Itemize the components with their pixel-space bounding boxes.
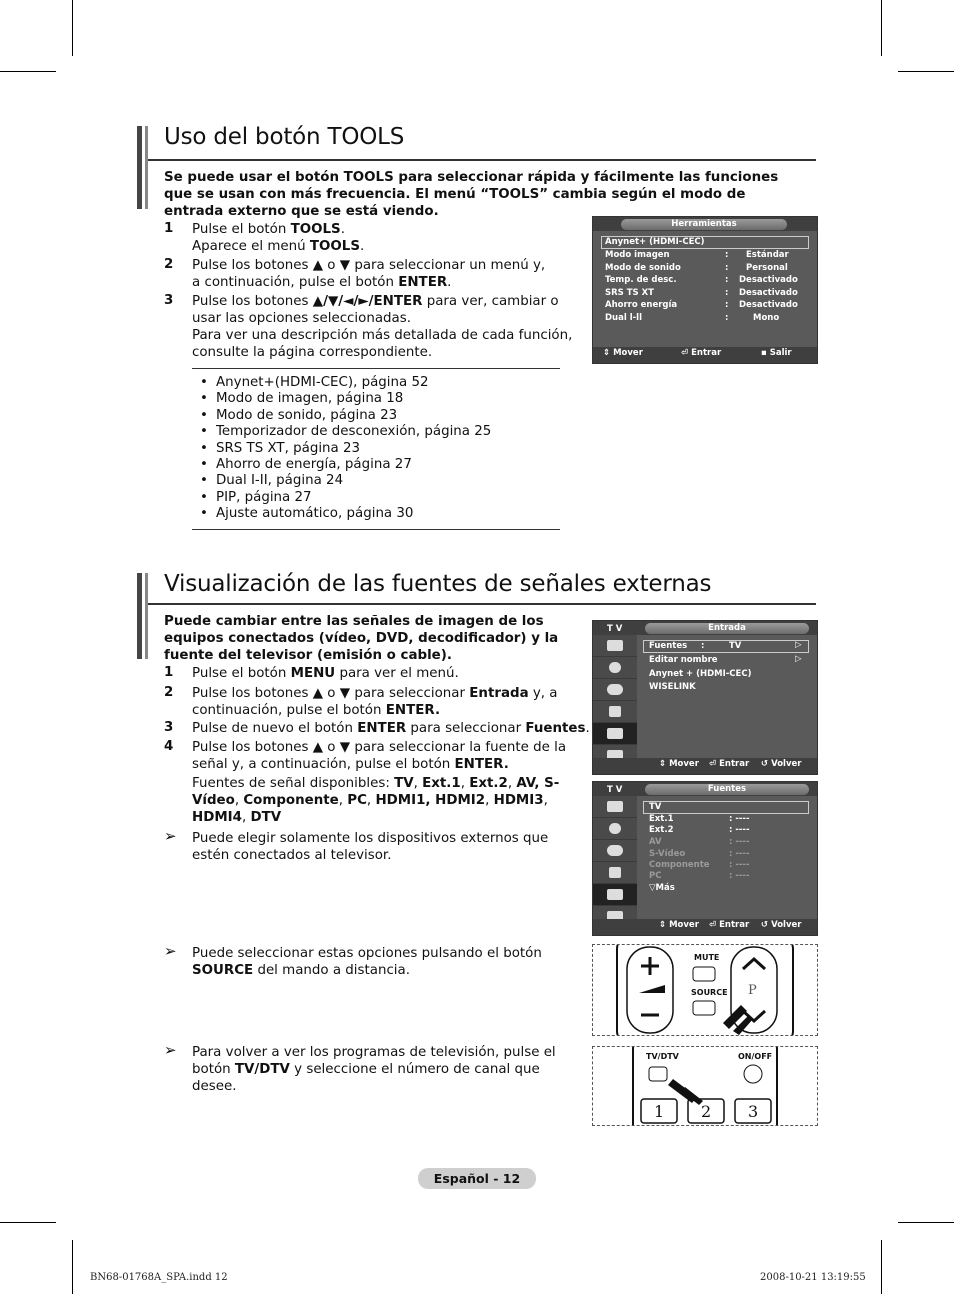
step-text: Pulse el botón TOOLS. Aparece el menú TOOLS.: [192, 222, 365, 254]
exit-icon: ▪: [761, 348, 767, 358]
enter-icon: ⏎: [709, 920, 717, 930]
menu-title: Fuentes: [645, 784, 809, 795]
source-name: ,: [485, 793, 494, 808]
section-title: Visualización de las fuentes de señales externas: [164, 571, 712, 597]
note-arrow-icon: ➢: [164, 827, 177, 845]
menu-item: Editar nombre: [649, 655, 718, 665]
updown-icon: ⇕: [659, 920, 667, 930]
channel-icon: [593, 840, 637, 862]
note-arrow-icon: ➢: [164, 1041, 177, 1059]
section-bar: [145, 126, 148, 209]
note-text: Puede elegir solamente los dispositivos externos que estén conectados al televisor.: [192, 831, 549, 863]
exit-hint: ▪ Salir: [761, 348, 792, 358]
note-arrow-icon: ➢: [164, 942, 177, 960]
key-1: 1: [654, 1102, 665, 1121]
enter-icon: ⏎: [709, 759, 717, 769]
section-bar: [137, 126, 142, 209]
menu-sidebar: [593, 796, 637, 919]
input-icon: [593, 884, 637, 906]
menu-item-sep: :: [725, 300, 729, 310]
updown-icon: ⇕: [603, 348, 611, 358]
list-item: • Temporizador de desconexión, página 25: [200, 424, 491, 440]
tvdtv-label: TV/DTV: [646, 1052, 679, 1061]
menu-selected-sep: :: [701, 641, 705, 651]
source-label: SOURCE: [691, 988, 728, 997]
source-value: : ----: [729, 814, 750, 824]
tv-corner-label: T V: [607, 785, 623, 795]
source-name: ,: [460, 776, 470, 791]
return-icon: ↺: [761, 759, 769, 769]
page-reference-list: [200, 375, 491, 523]
list-item: • PIP, página 27: [200, 490, 491, 506]
menu-item-label: Ahorro energía: [605, 300, 678, 310]
menu-item-value: Personal: [746, 263, 788, 273]
source-name: AV, S-Vídeo: [192, 776, 560, 808]
section-title: Uso del botón TOOLS: [164, 124, 405, 150]
enter-icon: ⏎: [681, 348, 689, 358]
setup-icon: [593, 862, 637, 884]
menu-selected-item: TV: [649, 802, 662, 812]
section-intro: Puede cambiar entre las señales de imagen de los equipos conectados (vídeo, DVD, decodificador) y la fuente del televisor (emisión o cable).: [164, 614, 559, 663]
remote-tvdtv-illustration: [592, 1046, 818, 1126]
source-name: PC: [347, 793, 367, 808]
note-text: Para volver a ver los programas de televisión, pulse el botón TV/DTV y seleccione el número de canal que desee.: [192, 1045, 556, 1094]
source-label: Componente: [649, 860, 710, 870]
source-name: HDMI4: [192, 810, 242, 825]
menu-item-label: Temp. de desc.: [605, 275, 677, 285]
source-label: Ext.2: [649, 825, 674, 835]
menu-selected-label: Fuentes: [649, 641, 688, 651]
section-intro: Se puede usar el botón TOOLS para seleccionar rápida y fácilmente las funciones que se usan con más frecuencia. El menú “TOOLS” cambia según el modo de entrada externo que se está viendo.: [164, 170, 779, 219]
channel-icon: [593, 679, 637, 701]
menu-item: Anynet + (HDMI-CEC): [649, 669, 752, 679]
step-number: 1: [164, 665, 174, 680]
title-rule: [148, 159, 816, 161]
menu-item: WISELINK: [649, 682, 696, 692]
back-hint: ↺ Volver: [761, 759, 802, 769]
menu-item-label: Modo imagen: [605, 250, 670, 260]
key-2: 2: [701, 1102, 712, 1121]
menu-selected-item: Anynet+ (HDMI-CEC): [605, 237, 705, 247]
menu-item-value: Mono: [753, 313, 780, 323]
source-name: HDMI1, HDMI2: [375, 793, 486, 808]
crop-mark: [0, 71, 56, 72]
crop-mark: [881, 0, 882, 56]
tools-menu-screen: [592, 216, 818, 364]
source-label: AV: [649, 837, 662, 847]
remote-source-illustration: [592, 944, 818, 1036]
mute-label: MUTE: [694, 953, 720, 962]
menu-title: Herramientas: [621, 219, 787, 230]
input-icon: [593, 723, 637, 745]
move-hint: ⇕ Mover: [659, 920, 699, 930]
tv-corner-label: T V: [607, 624, 623, 634]
source-name: Componente: [243, 793, 339, 808]
menu-item-label: Modo de sonido: [605, 263, 681, 273]
source-name: ,: [543, 793, 548, 808]
enter-hint: ⏎ Entrar: [709, 920, 750, 930]
title-rule: [148, 603, 816, 605]
source-name: DTV: [250, 810, 282, 825]
step-text: Pulse los botones ▲/▼/◄/►/ENTER para ver, cambiar o usar las opciones seleccionadas. Para ver una descripción más detallada de cada función, consulte la página correspondiente.: [192, 294, 573, 360]
step-number: 3: [164, 720, 174, 735]
source-name: ,: [241, 810, 251, 825]
source-name: ,: [413, 776, 423, 791]
crop-mark: [881, 1240, 882, 1294]
step-number: 1: [164, 221, 174, 236]
crop-mark: [72, 1240, 73, 1294]
menu-title: Entrada: [645, 623, 809, 634]
menu-item-sep: :: [725, 275, 729, 285]
source-name: Ext.1: [422, 776, 461, 791]
source-name: ,: [366, 793, 376, 808]
available-sources: Fuentes de señal disponibles: TV, Ext.1, Ext.2, AV, S-Vídeo, Componente, PC, HDMI1, HDMI2, HDMI3, HDMI4, DTV: [192, 776, 560, 825]
menu-item-value: Estándar: [746, 250, 789, 260]
list-item: • SRS TS XT, página 23: [200, 441, 491, 457]
enter-hint: ⏎ Entrar: [709, 759, 750, 769]
slug-file: BN68-01768A_SPA.indd 12: [90, 1272, 228, 1283]
chevron-right-icon: ▷: [795, 654, 802, 664]
back-hint: ↺ Volver: [761, 920, 802, 930]
slug-date: 2008-10-21 13:19:55: [760, 1272, 866, 1283]
menu-item-value: Desactivado: [739, 300, 798, 310]
menu-item-sep: :: [725, 250, 729, 260]
source-value: : ----: [729, 860, 750, 870]
section-bar: [145, 573, 148, 659]
return-icon: ↺: [761, 920, 769, 930]
source-name: TV: [394, 776, 414, 791]
menu-item-sep: :: [725, 263, 729, 273]
menu-item-sep: :: [725, 288, 729, 298]
sources-menu-screen: [592, 781, 818, 936]
list-item: • Dual I-II, página 24: [200, 473, 491, 489]
enter-hint: ⏎ Entrar: [681, 348, 722, 358]
source-name: ,: [507, 776, 517, 791]
step-text: Pulse los botones ▲ o ▼ para seleccionar Entrada y, a continuación, pulse el botón ENTER.: [192, 686, 558, 718]
step-text: Pulse el botón MENU para ver el menú.: [192, 666, 459, 681]
list-item: • Ajuste automático, página 30: [200, 506, 491, 522]
step-text: Pulse de nuevo el botón ENTER para seleccionar Fuentes.: [192, 721, 590, 736]
menu-item-value: Desactivado: [739, 275, 798, 285]
crop-mark: [898, 71, 954, 72]
move-hint: ⇕ Mover: [659, 759, 699, 769]
page-number-badge: Español - 12: [418, 1168, 536, 1189]
more-item: ▽Más: [649, 883, 675, 893]
source-name: Ext.2: [469, 776, 508, 791]
picture-icon: [593, 796, 637, 818]
source-name: ,: [234, 793, 244, 808]
step-text: Pulse los botones ▲ o ▼ para seleccionar un menú y, a continuación, pulse el botón ENTER.: [192, 258, 546, 290]
step-text: Pulse los botones ▲ o ▼ para seleccionar la fuente de la señal y, a continuación, pulse el botón ENTER.: [192, 740, 567, 772]
list-rule: [192, 368, 560, 369]
crop-mark: [0, 1222, 56, 1223]
list-rule: [192, 529, 560, 530]
step-number: 4: [164, 739, 174, 754]
source-value: : ----: [729, 837, 750, 847]
list-item: • Ahorro de energía, página 27: [200, 457, 491, 473]
picture-icon: [593, 635, 637, 657]
list-item: • Modo de sonido, página 23: [200, 408, 491, 424]
sound-icon: [593, 818, 637, 840]
menu-item-label: SRS TS XT: [605, 288, 654, 298]
source-name: ,: [338, 793, 348, 808]
chevron-right-icon: ▷: [795, 640, 802, 650]
step-number: 2: [164, 257, 174, 272]
source-value: : ----: [729, 849, 750, 859]
source-name: HDMI3: [493, 793, 544, 808]
source-label: PC: [649, 871, 662, 881]
crop-mark: [898, 1222, 954, 1223]
menu-item-value: Desactivado: [739, 288, 798, 298]
menu-item-sep: :: [725, 313, 729, 323]
source-label: Ext.1: [649, 814, 674, 824]
updown-icon: ⇕: [659, 759, 667, 769]
program-label: P: [748, 983, 757, 998]
source-label: S-Vídeo: [649, 849, 686, 859]
key-3: 3: [748, 1102, 759, 1121]
setup-icon: [593, 701, 637, 723]
step-number: 3: [164, 293, 174, 308]
list-item: • Anynet+(HDMI-CEC), página 52: [200, 375, 491, 391]
sound-icon: [593, 657, 637, 679]
input-menu-screen: [592, 620, 818, 775]
menu-item-label: Dual l-ll: [605, 313, 642, 323]
note-text: Puede seleccionar estas opciones pulsando el botón SOURCE del mando a distancia.: [192, 946, 542, 978]
list-item: • Modo de imagen, página 18: [200, 391, 491, 407]
source-value: : ----: [729, 871, 750, 881]
step-number: 2: [164, 685, 174, 700]
crop-mark: [72, 0, 73, 56]
menu-sidebar: [593, 635, 637, 758]
onoff-label: ON/OFF: [738, 1052, 773, 1061]
move-hint: ⇕ Mover: [603, 348, 643, 358]
section-bar: [137, 573, 142, 659]
menu-selected-value: TV: [729, 641, 742, 651]
source-value: : ----: [729, 825, 750, 835]
